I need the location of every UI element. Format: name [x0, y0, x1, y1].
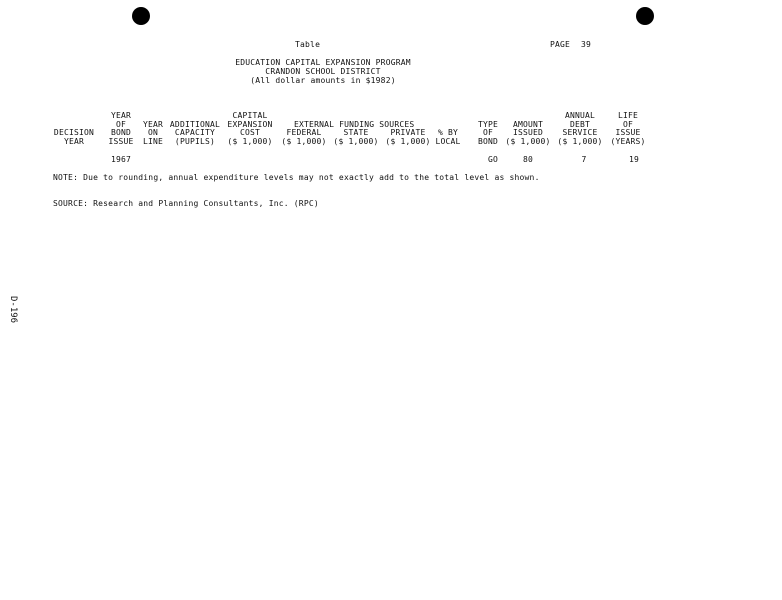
side-page-label: D-196	[8, 296, 18, 324]
cell-year-of-bond-issue: 1967	[110, 155, 132, 164]
page-number: 39	[581, 40, 592, 49]
punch-hole-left	[132, 7, 150, 25]
table-label: Table	[295, 40, 321, 49]
source-note: SOURCE: Research and Planning Consultants, Inc. (RPC)	[53, 199, 319, 208]
cell-amount-issued: 80	[522, 155, 534, 164]
punch-hole-right	[636, 7, 654, 25]
cell-life-of-issue: 19	[628, 155, 640, 164]
rounding-note: NOTE: Due to rounding, annual expenditure levels may not exactly add to the total level as shown.	[53, 173, 540, 182]
table-title: EDUCATION CAPITAL EXPANSION PROGRAM	[235, 58, 411, 67]
district-name: CRANDON SCHOOL DISTRICT	[265, 67, 381, 76]
cell-type-of-bond: GO	[487, 155, 499, 164]
column-group-external-funding-sources: EXTERNAL FUNDING SOURCES	[294, 120, 415, 129]
cell-annual-debt-service: 7	[581, 155, 587, 164]
units-note: (All dollar amounts in $1982)	[250, 76, 396, 85]
page-label: PAGE	[550, 40, 571, 49]
